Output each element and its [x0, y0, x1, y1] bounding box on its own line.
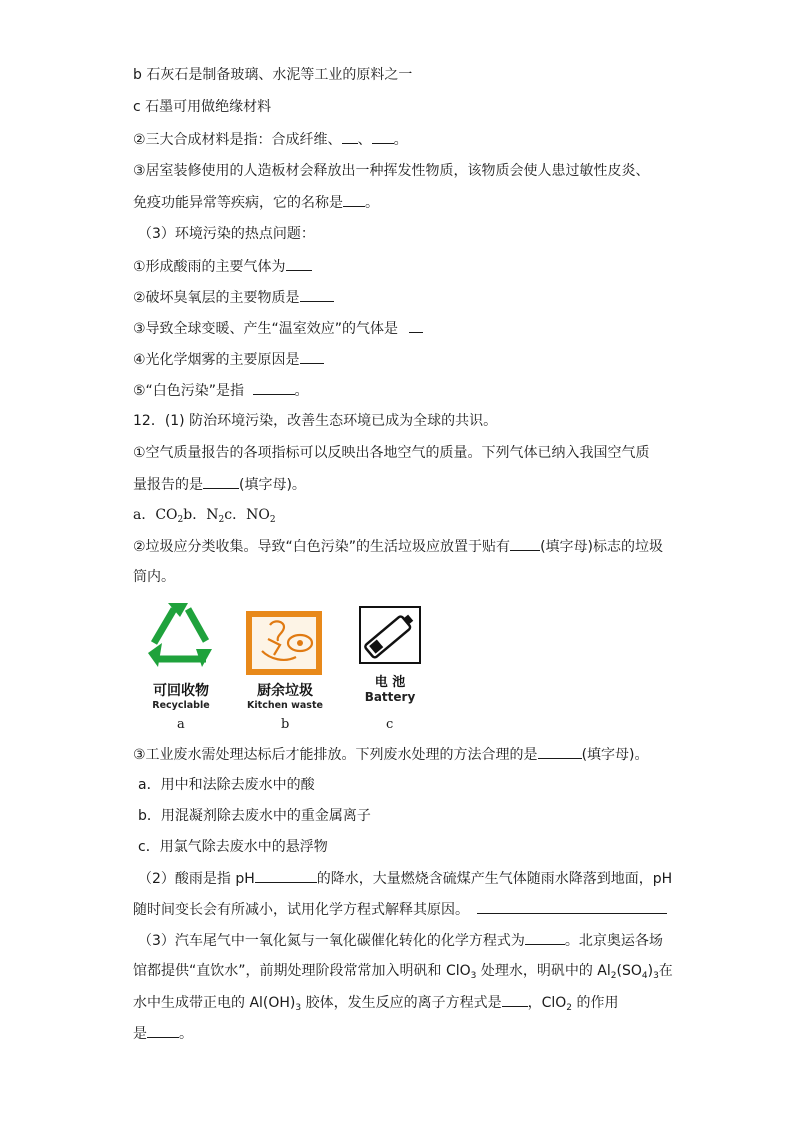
text: 是	[133, 1026, 147, 1042]
kitchen-waste-icon	[240, 597, 330, 677]
recycle-icon	[136, 597, 226, 677]
text: 。	[365, 195, 379, 211]
subscript: 2	[269, 515, 276, 525]
subscript: 2	[177, 515, 184, 525]
bin-caption-a: a	[177, 717, 185, 732]
question-exhaust-line3	[133, 992, 618, 1013]
answer-blank[interactable]	[255, 868, 317, 883]
answer-blank[interactable]	[300, 349, 324, 364]
option-a-neutralization: a．用中和法除去废水中的酸	[138, 777, 315, 793]
answer-blank[interactable]	[502, 992, 528, 1007]
text: ④光化学烟雾的主要原因是	[133, 352, 300, 368]
question-12-3	[133, 744, 649, 765]
kitchen-waste-cn-label: 厨余垃圾	[257, 683, 313, 699]
text: 免疫功能异常等疾病，它的名称是	[133, 195, 343, 211]
option-b-limestone: b 石灰石是制备玻璃、水泥等工业的原料之一	[133, 67, 413, 83]
text: 处理水，明矾中的 Al	[476, 963, 611, 979]
answer-blank[interactable]	[253, 380, 295, 395]
text: (填字母)。	[239, 477, 306, 493]
subscript: 4	[641, 971, 648, 981]
text: )	[647, 963, 654, 979]
answer-blank[interactable]	[477, 899, 667, 914]
answer-blank[interactable]	[300, 287, 334, 302]
option-c-graphite: c 石墨可用做绝缘材料	[133, 99, 272, 115]
text: 的降水，大量燃烧含硫煤产生气体随雨水降落到地面，pH	[316, 871, 673, 887]
text: 馆都提供“直饮水”，前期处理阶段常常加入明矾和 ClO	[133, 963, 471, 979]
text: ②三大合成材料是指：合成纤维、	[133, 132, 342, 148]
bin-caption-c: c	[386, 717, 394, 732]
subscript: 2	[610, 971, 617, 981]
question-exhaust-line4	[133, 1023, 193, 1044]
text: 。北京奥运各场	[564, 933, 663, 949]
subscript: 2	[566, 1003, 572, 1013]
recyclable-cn-label: 可回收物	[153, 683, 209, 699]
question-exhaust-line2	[133, 961, 673, 981]
question-acid-rain-line2	[133, 899, 667, 920]
text: 。	[393, 132, 408, 148]
answer-blank[interactable]	[409, 318, 423, 333]
recyclable-en-label: Recyclable	[152, 700, 210, 711]
answer-blank[interactable]	[343, 192, 365, 207]
text: 在	[658, 963, 673, 979]
text: (填字母)标志的垃圾	[540, 539, 663, 555]
battery-cn-label: 电 池	[374, 675, 406, 690]
text: （2）酸雨是指 pH	[138, 871, 255, 887]
option-a: a．CO	[133, 507, 178, 523]
option-b: b．N	[183, 507, 219, 523]
answer-blank[interactable]	[147, 1023, 179, 1038]
subscript: 2	[218, 515, 225, 525]
text: 的作用	[572, 995, 619, 1011]
question-12-1-line1: ①空气质量报告的各项指标可以反映出各地空气的质量。下列气体已纳入我国空气质	[133, 445, 650, 461]
text: ③工业废水需处理达标后才能排放。下列废水处理的方法合理的是	[133, 747, 538, 763]
question-acid-rain-gas	[133, 256, 312, 277]
question-smog	[133, 349, 324, 370]
kitchen-waste-bin-label	[240, 597, 330, 712]
answer-blank[interactable]	[342, 129, 358, 144]
bin-caption-b: b	[281, 717, 290, 732]
question-synthetic-materials	[133, 129, 408, 150]
answer-blank[interactable]	[286, 256, 312, 271]
text: 随时间变长会有所减小，试用化学方程式解释其原因。	[133, 902, 469, 918]
subscript: 3	[653, 971, 659, 981]
text: 水中生成带正电的 Al(OH)	[133, 995, 296, 1011]
recyclable-bin-label	[136, 597, 226, 712]
subscript: 3	[295, 1003, 302, 1013]
question-12-2-line1	[133, 536, 663, 557]
text: 。	[294, 383, 309, 399]
kitchen-waste-en-label: Kitchen waste	[247, 700, 323, 711]
battery-bin-label	[345, 597, 435, 712]
battery-icon	[345, 597, 435, 667]
answer-blank[interactable]	[510, 536, 540, 551]
text: ，ClO	[527, 995, 567, 1011]
answer-blank[interactable]	[538, 744, 582, 759]
options-gases	[133, 505, 276, 525]
section-3-heading: （3）环境污染的热点问题：	[138, 226, 315, 242]
text: ②垃圾应分类收集。导致“白色污染”的生活垃圾应放置于贴有	[133, 539, 511, 555]
text: （3）汽车尾气中一氧化氮与一氧化碳催化转化的化学方程式为	[138, 933, 525, 949]
battery-en-label: Battery	[364, 690, 416, 704]
subscript: 3	[470, 971, 477, 981]
question-12-1-line2	[133, 474, 306, 495]
text: 。	[179, 1026, 193, 1042]
text: (SO	[616, 963, 642, 979]
answer-blank[interactable]	[203, 474, 239, 489]
text: 胶体，发生反应的离子方程式是	[301, 995, 502, 1011]
answer-blank[interactable]	[525, 930, 565, 945]
answer-blank[interactable]	[372, 129, 394, 144]
question-ozone	[133, 287, 334, 308]
option-c-chlorine: c．用氯气除去废水中的悬浮物	[138, 839, 328, 855]
text: ①形成酸雨的主要气体为	[133, 259, 286, 275]
text: ③导致全球变暖、产生“温室效应”的气体是	[133, 321, 403, 337]
text: 量报告的是	[133, 477, 203, 493]
question-white-pollution	[133, 380, 309, 401]
text: (填字母)。	[581, 747, 649, 763]
question-formaldehyde-line2	[133, 192, 379, 213]
option-b-coagulant: b．用混凝剂除去废水中的重金属离子	[138, 808, 371, 824]
text: 、	[357, 132, 372, 148]
question-greenhouse	[133, 318, 423, 339]
text: ②破坏臭氧层的主要物质是	[133, 290, 300, 306]
question-exhaust-line1	[138, 930, 663, 951]
question-12-heading: 12．(1) 防治环境污染，改善生态环境已成为全球的共识。	[133, 413, 498, 429]
question-12-2-line2: 筒内。	[133, 569, 175, 585]
question-acid-rain-line1	[138, 868, 672, 889]
question-formaldehyde-line1: ③居室装修使用的人造板材会释放出一种挥发性物质，该物质会使人患过敏性皮炎、	[133, 163, 650, 179]
option-c: c．NO	[224, 507, 270, 523]
text: ⑤“白色污染”是指	[133, 383, 249, 399]
